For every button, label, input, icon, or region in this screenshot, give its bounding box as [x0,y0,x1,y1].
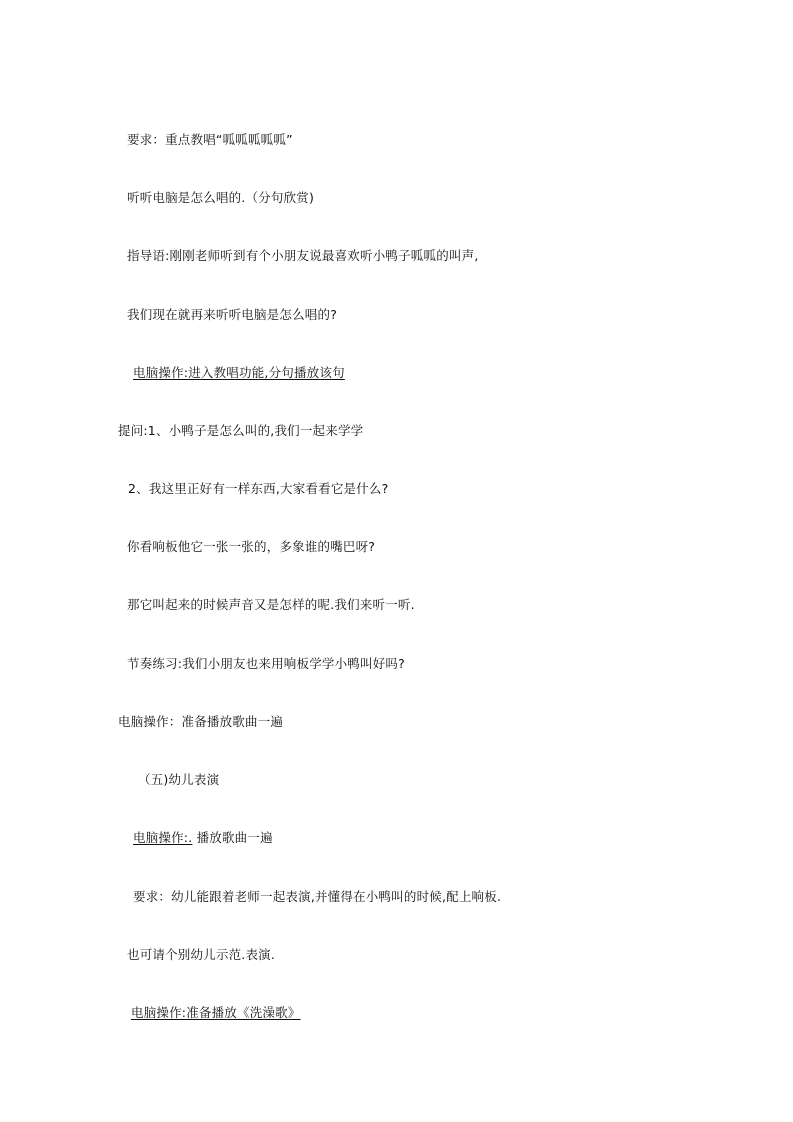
guidance-continuation-line: 我们现在就再来听听电脑是怎么唱的? [127,307,338,322]
rhythm-practice-line: 节奏练习:我们小朋友也来用响板学学小鸭叫好吗? [127,656,405,671]
performance-requirement-line: 要求：幼儿能跟着老师一起表演,并懂得在小鸭叫的时候,配上响板. [133,889,502,904]
demonstration-line: 也可请个别幼儿示范.表演. [127,947,276,962]
guidance-line: 指导语:刚刚老师听到有个小朋友说最喜欢听小鸭子呱呱的叫声, [127,248,479,263]
requirement-line: 要求：重点教唱“呱呱呱呱呱” [127,132,293,147]
sound-line: 那它叫起来的时候声音又是怎样的呢.我们来听一听. [127,597,415,612]
computer-operation-bath-song-line: 电脑操作:准备播放《洗澡歌》 [131,1005,301,1020]
computer-operation-label: 电脑操作:. [133,830,193,845]
computer-operation-song-line: 电脑操作：准备播放歌曲一遍 [118,714,284,729]
question-line: 提问:1、小鸭子是怎么叫的,我们一起来学学 [118,423,364,438]
listen-line: 听听电脑是怎么唱的.（分句欣赏) [127,190,315,205]
clapper-line: 你看响板他它一张一张的，多象谁的嘴巴呀? [127,539,376,554]
question-two-line: 2、我这里正好有一样东西,大家看看它是什么? [128,481,389,496]
computer-operation-action: 播放歌曲一遍 [196,830,273,845]
section-heading: （五)幼儿表演 [138,772,220,787]
computer-operation-line: 电脑操作:进入教唱功能,分句播放该句 [133,365,345,380]
computer-operation-play-line [133,830,273,846]
